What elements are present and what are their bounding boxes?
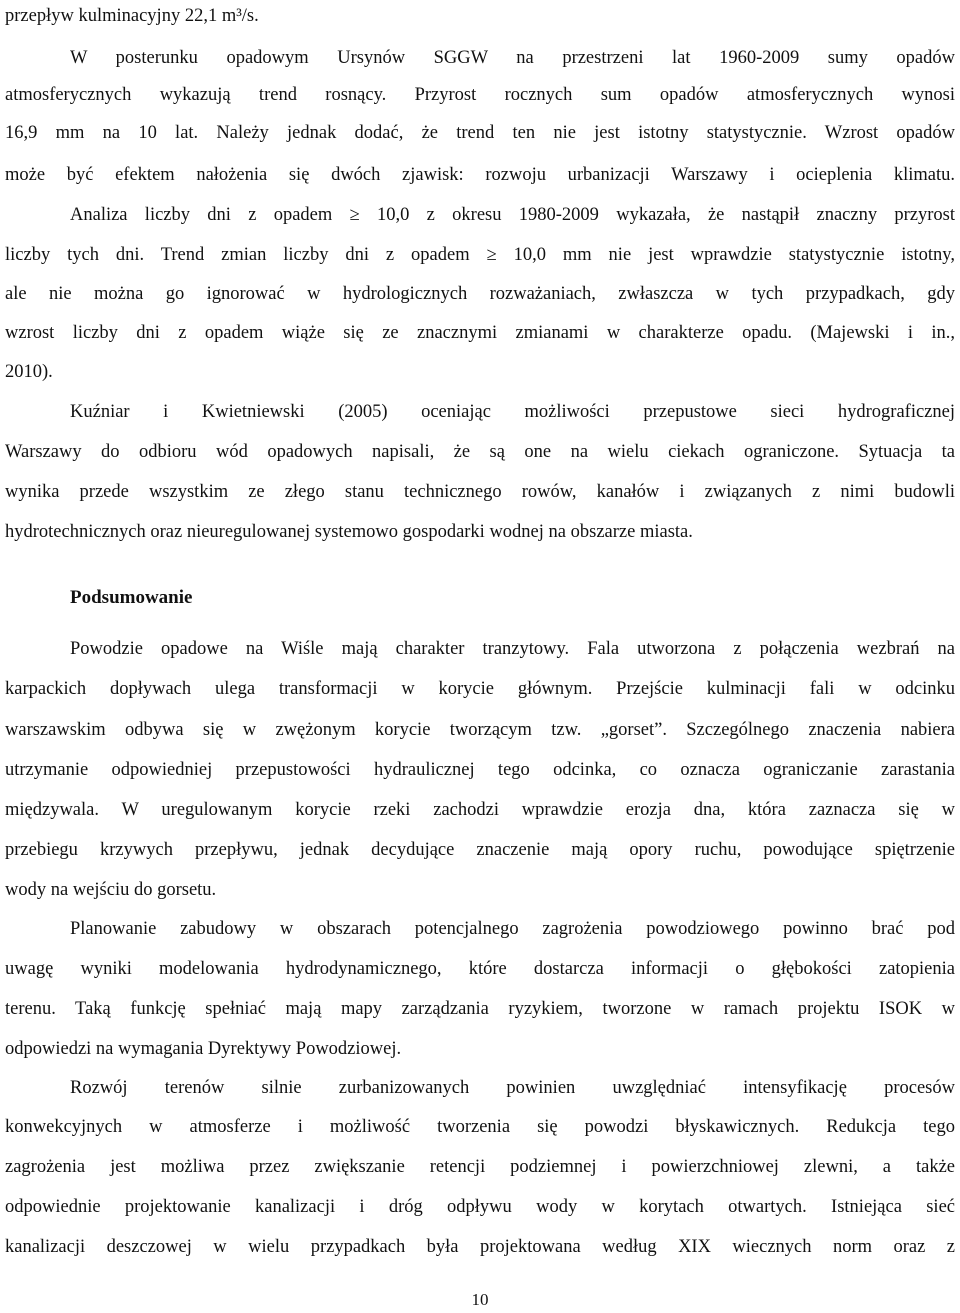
text-line: odpowiednie projektowanie kanalizacji i dróg odpływu wody w korytach otwartych. Istniejąca sieć (5, 1197, 955, 1217)
text-line: Rozwój terenów silnie zurbanizowanych powinien uwzględniać intensyfikację procesów (70, 1078, 955, 1098)
text-line: wynika przede wszystkim ze złego stanu technicznego rowów, kanałów i związanych z nimi budowli (5, 482, 955, 502)
text-line: Analiza liczby dni z opadem ≥ 10,0 z okresu 1980-2009 wykazała, że nastąpił znaczny przyrost (70, 205, 955, 225)
text-line: Warszawy do odbioru wód opadowych napisali, że są one na wielu ciekach ograniczone. Sytuacja ta (5, 442, 955, 462)
text-line: wody na wejściu do gorsetu. (5, 880, 217, 900)
text-line: 2010). (5, 362, 53, 382)
text-line: międzywala. W uregulowanym korycie rzeki zachodzi wprawdzie erozja dna, która zaznacza się w (5, 800, 955, 820)
text-line: liczby tych dni. Trend zmian liczby dni z opadem ≥ 10,0 mm nie jest wprawdzie statystycznie istotny, (5, 245, 955, 265)
text-line: konwekcyjnych w atmosferze i możliwość tworzenia się powodzi błyskawicznych. Redukcja tego (5, 1117, 955, 1137)
text-line: W posterunku opadowym Ursynów SGGW na przestrzeni lat 1960-2009 sumy opadów (70, 48, 955, 68)
text-line: uwagę wyniki modelowania hydrodynamicznego, które dostarcza informacji o głębokości zatopienia (5, 959, 955, 979)
text-line: odpowiedzi na wymagania Dyrektywy Powodziowej. (5, 1039, 402, 1059)
text-line: Planowanie zabudowy w obszarach potencjalnego zagrożenia powodziowego powinno brać pod (70, 919, 955, 939)
text-line: terenu. Taką funkcję spełniać mają mapy zarządzania ryzykiem, tworzone w ramach projektu ISOK w (5, 999, 955, 1019)
text-line: Powodzie opadowe na Wiśle mają charakter tranzytowy. Fala utworzona z połączenia wezbrań na (70, 639, 955, 659)
text-line: utrzymanie odpowiedniej przepustowości hydraulicznej tego odcinka, co oznacza ograniczanie zarastania (5, 760, 955, 780)
page-number: 10 (471, 1290, 489, 1309)
text-line: ale nie można go ignorować w hydrologicznych rozważaniach, zwłaszcza w tych przypadkach, gdy (5, 284, 955, 304)
text-line: może być efektem nałożenia się dwóch zjawisk: rozwoju urbanizacji Warszawy i ocieplenia klimatu. (5, 165, 955, 185)
text-line: przebiegu krzywych przepływu, jednak decydujące znaczenie mają opory ruchu, powodujące spiętrzenie (5, 840, 955, 860)
text-line: kanalizacji deszczowej w wielu przypadkach była projektowana według XIX wiecznych norm oraz z (5, 1237, 955, 1257)
section-heading: Podsumowanie (70, 587, 193, 608)
text-line: 16,9 mm na 10 lat. Należy jednak dodać, że trend ten nie jest istotny statystycznie. Wzrost opadów (5, 123, 955, 143)
text-line: wzrost liczby dni z opadem wiąże się ze znacznymi zmianami w charakterze opadu. (Majewski i in., (5, 323, 955, 343)
text-line: hydrotechnicznych oraz nieuregulowanej systemowo gospodarki wodnej na obszarze miasta. (5, 522, 693, 542)
text-line: warszawskim odbywa się w zwężonym korycie tworzącym tzw. „gorset”. Szczególnego znaczenia nabiera (5, 720, 955, 740)
text-line: zagrożenia jest możliwa przez zwiększanie retencji podziemnej i powierzchniowej zlewni, a także (5, 1157, 955, 1177)
text-line: Kuźniar i Kwietniewski (2005) oceniając możliwości przepustowe sieci hydrograficznej (70, 402, 955, 422)
text-line: atmosferycznych wykazują trend rosnący. Przyrost rocznych sum opadów atmosferycznych wynosi (5, 85, 955, 105)
text-line: karpackich dopływach ulega transformacji w korycie głównym. Przejście kulminacji fali w odcinku (5, 679, 955, 699)
text-line: przepływ kulminacyjny 22,1 m³/s. (5, 6, 259, 26)
